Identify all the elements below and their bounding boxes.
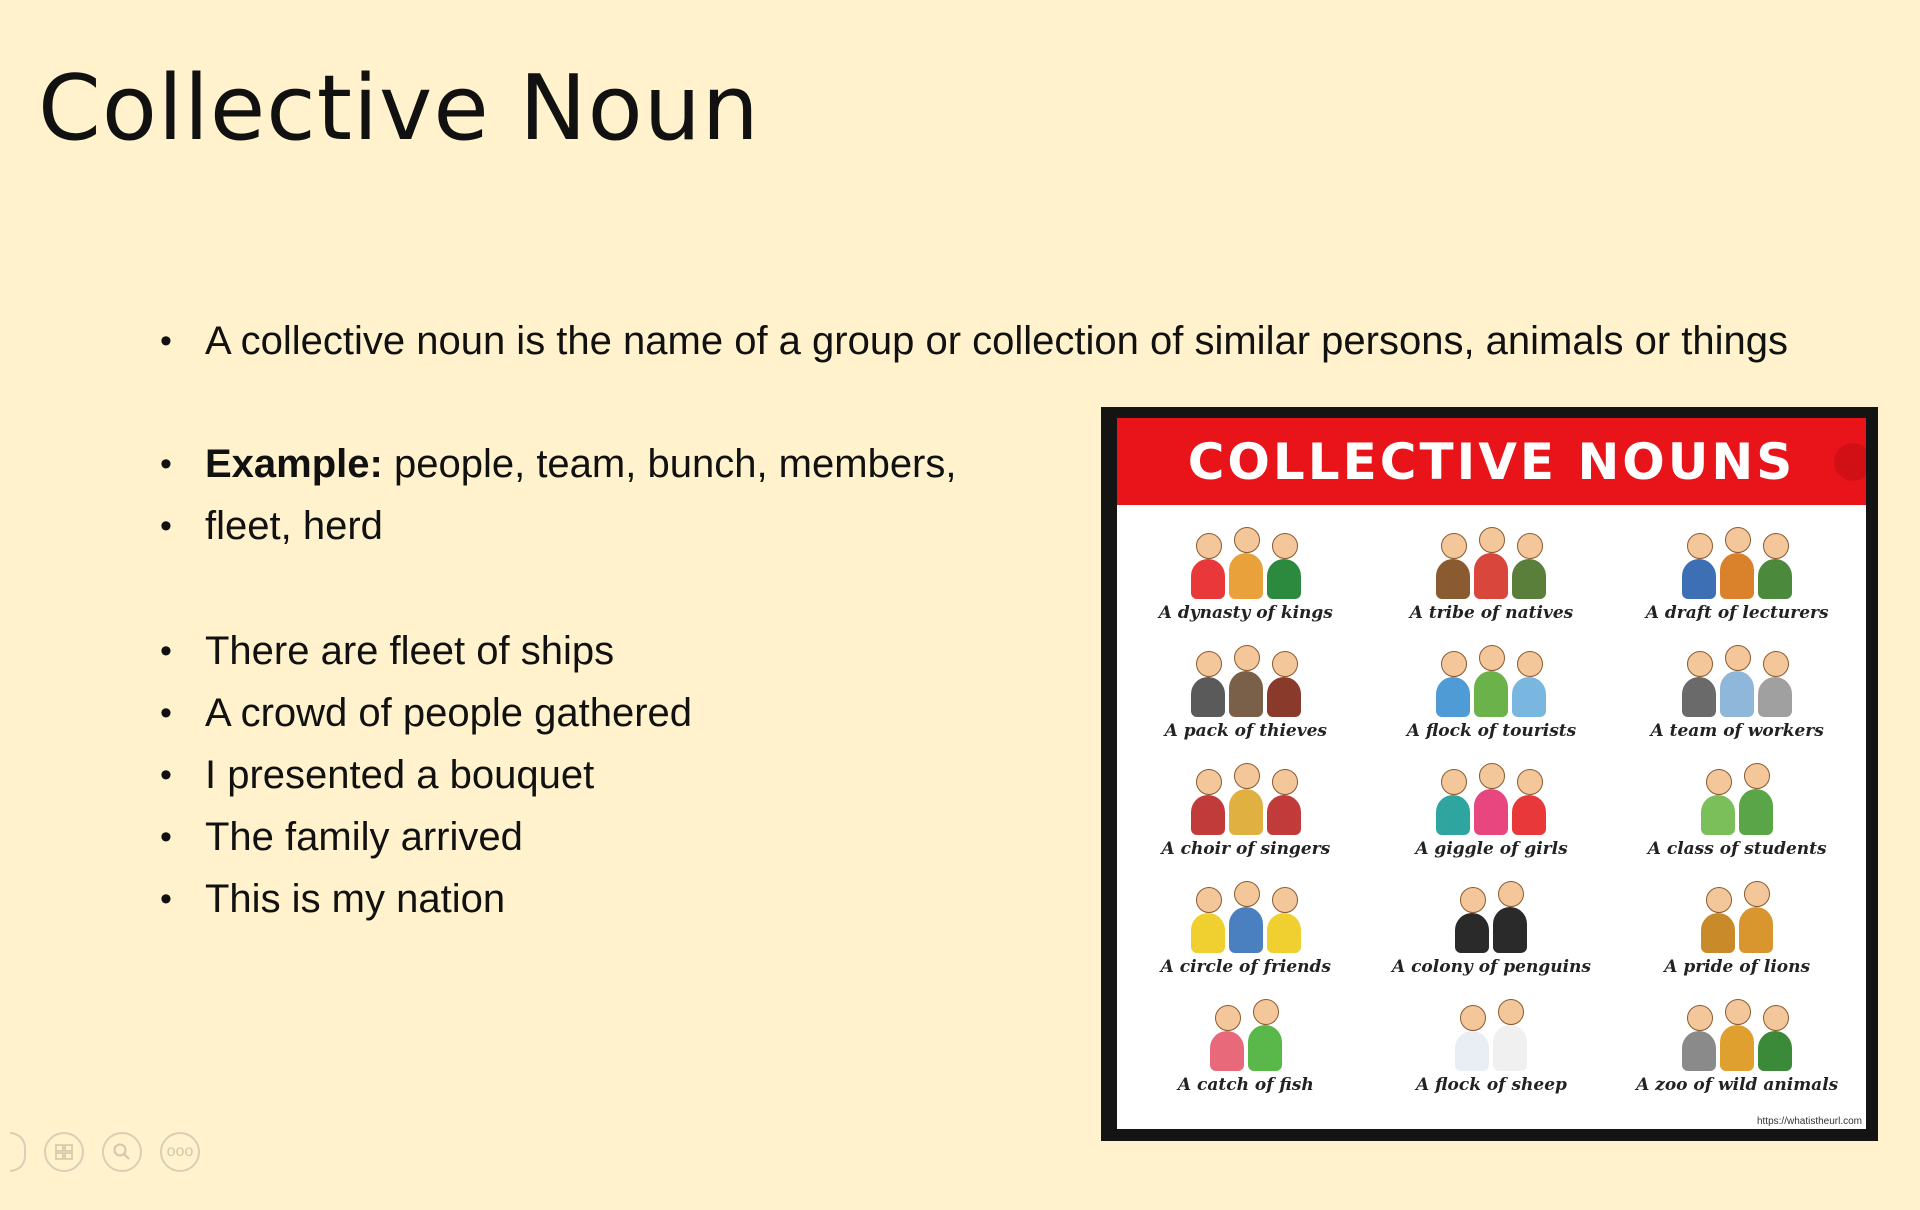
poster-illustration	[1161, 757, 1331, 835]
poster-illustration	[1652, 757, 1822, 835]
sentence-item: • The family arrived	[160, 806, 692, 868]
example-label: Example:	[205, 442, 383, 486]
figure-icon	[1229, 789, 1263, 835]
poster-cell	[1369, 865, 1615, 983]
poster-cell	[1614, 865, 1860, 983]
poster-cell-label: A tribe of natives	[1409, 603, 1574, 623]
figure-icon	[1720, 1025, 1754, 1071]
poster-cell-label: A class of students	[1647, 839, 1827, 859]
figure-icon	[1493, 907, 1527, 953]
definition-list	[160, 310, 1788, 372]
poster-illustration	[1161, 639, 1331, 717]
slide-sorter-icon[interactable]	[44, 1132, 84, 1172]
poster-illustration	[1161, 993, 1331, 1071]
figure-icon	[1267, 559, 1301, 599]
figure-icon	[1229, 671, 1263, 717]
poster-cell	[1123, 629, 1369, 747]
poster-illustration	[1652, 521, 1822, 599]
poster-cell-label: A catch of fish	[1177, 1075, 1314, 1095]
figure-icon	[1436, 795, 1470, 835]
example-continuation-bullet: • fleet, herd	[160, 495, 957, 557]
poster-illustration	[1406, 875, 1576, 953]
example-list	[160, 433, 957, 557]
poster-cell-label: A giggle of girls	[1415, 839, 1568, 859]
figure-icon	[1682, 677, 1716, 717]
poster-cell-label: A choir of singers	[1161, 839, 1331, 859]
sentence-item: • This is my nation	[160, 868, 692, 930]
figure-icon	[1455, 1031, 1489, 1071]
definition-bullet: • A collective noun is the name of a group or collection of similar persons, animals or things	[160, 310, 1788, 372]
poster-cell	[1123, 747, 1369, 865]
more-options-icon[interactable]: ooo	[160, 1132, 200, 1172]
figure-icon	[1191, 795, 1225, 835]
figure-icon	[1191, 677, 1225, 717]
poster-illustration	[1406, 639, 1576, 717]
figure-icon	[1267, 795, 1301, 835]
figure-icon	[1682, 559, 1716, 599]
poster-grid	[1117, 505, 1866, 1101]
figure-icon	[1512, 677, 1546, 717]
slide-title: Collective Noun	[38, 56, 760, 161]
figure-icon	[1512, 559, 1546, 599]
figure-icon	[1474, 553, 1508, 599]
figure-icon	[1436, 559, 1470, 599]
figure-icon	[1720, 553, 1754, 599]
figure-icon	[1474, 671, 1508, 717]
figure-icon	[1512, 795, 1546, 835]
figure-icon	[1758, 1031, 1792, 1071]
sentence-item: • I presented a bouquet	[160, 744, 692, 806]
poster-inner	[1117, 418, 1866, 1129]
zoom-icon[interactable]	[102, 1132, 142, 1172]
poster-cell-label: A pack of thieves	[1164, 721, 1328, 741]
figure-icon	[1210, 1031, 1244, 1071]
figure-icon	[1229, 907, 1263, 953]
poster-cell-label: A zoo of wild animals	[1636, 1075, 1839, 1095]
figure-icon	[1191, 913, 1225, 953]
figure-icon	[1701, 795, 1735, 835]
poster-illustration	[1652, 875, 1822, 953]
poster-cell	[1123, 511, 1369, 629]
poster-illustration	[1652, 639, 1822, 717]
poster-cell	[1614, 511, 1860, 629]
poster-cell	[1369, 511, 1615, 629]
poster-cell-label: A dynasty of kings	[1158, 603, 1333, 623]
poster-illustration	[1161, 875, 1331, 953]
poster-cell-label: A circle of friends	[1160, 957, 1331, 977]
example-bullet	[160, 433, 957, 495]
figure-icon	[1493, 1025, 1527, 1071]
poster-tab-icon	[1834, 443, 1866, 481]
figure-icon	[1267, 913, 1301, 953]
figure-icon	[1758, 677, 1792, 717]
figure-icon	[1758, 559, 1792, 599]
figure-icon	[1720, 671, 1754, 717]
figure-icon	[1267, 677, 1301, 717]
poster-cell-label: A team of workers	[1650, 721, 1824, 741]
sentence-item: • There are fleet of ships	[160, 620, 692, 682]
collective-nouns-poster-image	[1101, 407, 1878, 1141]
sentence-item: • A crowd of people gathered	[160, 682, 692, 744]
poster-illustration	[1161, 521, 1331, 599]
poster-cell-label: A pride of lions	[1664, 957, 1811, 977]
poster-cell	[1369, 983, 1615, 1101]
figure-icon	[1191, 559, 1225, 599]
poster-cell	[1123, 865, 1369, 983]
poster-illustration	[1406, 993, 1576, 1071]
poster-cell-label: A flock of sheep	[1416, 1075, 1567, 1095]
previous-icon[interactable]	[10, 1132, 26, 1172]
example-text: people, team, bunch, members,	[382, 442, 957, 486]
figure-icon	[1455, 913, 1489, 953]
poster-cell	[1614, 629, 1860, 747]
poster-cell-label: A draft of lecturers	[1645, 603, 1829, 623]
figure-icon	[1739, 789, 1773, 835]
poster-illustration	[1652, 993, 1822, 1071]
poster-cell	[1614, 983, 1860, 1101]
figure-icon	[1248, 1025, 1282, 1071]
poster-cell	[1614, 747, 1860, 865]
poster-url: https://whatistheurl.com	[1756, 1116, 1862, 1127]
poster-illustration	[1406, 521, 1576, 599]
figure-icon	[1229, 553, 1263, 599]
poster-illustration	[1406, 757, 1576, 835]
slide-controls	[10, 1132, 200, 1172]
figure-icon	[1739, 907, 1773, 953]
poster-cell	[1369, 629, 1615, 747]
poster-header: COLLECTIVE NOUNS	[1117, 418, 1866, 505]
figure-icon	[1701, 913, 1735, 953]
poster-cell	[1123, 983, 1369, 1101]
figure-icon	[1436, 677, 1470, 717]
sentence-list	[160, 620, 692, 930]
figure-icon	[1474, 789, 1508, 835]
poster-cell	[1369, 747, 1615, 865]
poster-cell-label: A flock of tourists	[1406, 721, 1577, 741]
poster-cell-label: A colony of penguins	[1391, 957, 1591, 977]
figure-icon	[1682, 1031, 1716, 1071]
